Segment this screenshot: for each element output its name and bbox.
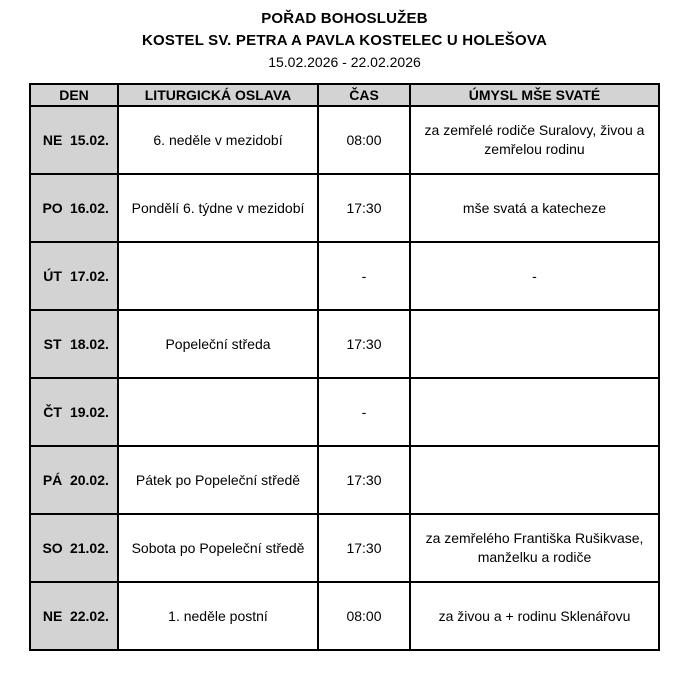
day-cell	[30, 582, 118, 650]
time-cell: 17:30	[318, 514, 410, 582]
day-abbrev: NE	[42, 607, 63, 624]
table-row	[30, 310, 659, 378]
date-range: 15.02.2026 - 22.02.2026	[268, 54, 421, 70]
day-date: 22.02.	[69, 607, 109, 624]
day-abbrev: PÁ	[42, 471, 63, 488]
document-header	[0, 0, 689, 70]
day-date: 15.02.	[69, 131, 109, 148]
table-row	[30, 106, 659, 174]
time-cell: 08:00	[318, 106, 410, 174]
day-cell	[30, 514, 118, 582]
day-abbrev: NE	[42, 131, 63, 148]
celebration-cell: 6. neděle v mezidobí	[118, 106, 318, 174]
day-abbrev: ČT	[43, 403, 62, 420]
table-row	[30, 514, 659, 582]
day-abbrev: SO	[42, 539, 63, 556]
time-cell: 17:30	[318, 310, 410, 378]
intention-cell: -	[410, 242, 659, 310]
celebration-cell: Popeleční středa	[118, 310, 318, 378]
day-date: 21.02.	[69, 539, 109, 556]
column-header-liturgicka-oslava: LITURGICKÁ OSLAVA	[118, 84, 318, 106]
table-row	[30, 378, 659, 446]
day-abbrev: PO	[42, 199, 63, 216]
intention-cell: za zemřelé rodiče Suralovy, živou a zemřelou rodinu	[410, 106, 659, 174]
time-cell: -	[318, 378, 410, 446]
church-name: KOSTEL SV. PETRA A PAVLA KOSTELEC U HOLEŠOVA	[142, 32, 547, 49]
day-cell	[30, 378, 118, 446]
schedule-table	[29, 83, 660, 651]
time-cell: -	[318, 242, 410, 310]
table-row	[30, 242, 659, 310]
celebration-cell: Sobota po Popeleční středě	[118, 514, 318, 582]
column-header-cas: ČAS	[318, 84, 410, 106]
document-title: POŘAD BOHOSLUŽEB	[261, 10, 428, 27]
day-cell	[30, 174, 118, 242]
intention-cell: za zemřelého Františka Rušikvase, manželku a rodiče	[410, 514, 659, 582]
intention-cell	[410, 446, 659, 514]
celebration-cell	[118, 242, 318, 310]
day-cell	[30, 310, 118, 378]
celebration-cell: 1. neděle postní	[118, 582, 318, 650]
day-abbrev: ST	[43, 335, 62, 352]
intention-cell	[410, 378, 659, 446]
day-date: 18.02.	[69, 335, 109, 352]
time-cell: 17:30	[318, 174, 410, 242]
day-abbrev: ÚT	[43, 267, 62, 284]
intention-cell: mše svatá a katecheze	[410, 174, 659, 242]
celebration-cell	[118, 378, 318, 446]
intention-cell: za živou a + rodinu Sklenářovu	[410, 582, 659, 650]
column-header-den: DEN	[30, 84, 118, 106]
day-cell	[30, 106, 118, 174]
table-row	[30, 446, 659, 514]
celebration-cell: Pondělí 6. týdne v mezidobí	[118, 174, 318, 242]
day-date: 17.02.	[69, 267, 109, 284]
day-date: 20.02.	[69, 471, 109, 488]
column-header-umysl: ÚMYSL MŠE SVATÉ	[410, 84, 659, 106]
day-date: 19.02.	[69, 403, 109, 420]
day-cell	[30, 242, 118, 310]
table-row	[30, 174, 659, 242]
day-cell	[30, 446, 118, 514]
time-cell: 08:00	[318, 582, 410, 650]
intention-cell	[410, 310, 659, 378]
time-cell: 17:30	[318, 446, 410, 514]
table-row	[30, 582, 659, 650]
celebration-cell: Pátek po Popeleční středě	[118, 446, 318, 514]
day-date: 16.02.	[69, 199, 109, 216]
table-header-row	[30, 84, 659, 106]
